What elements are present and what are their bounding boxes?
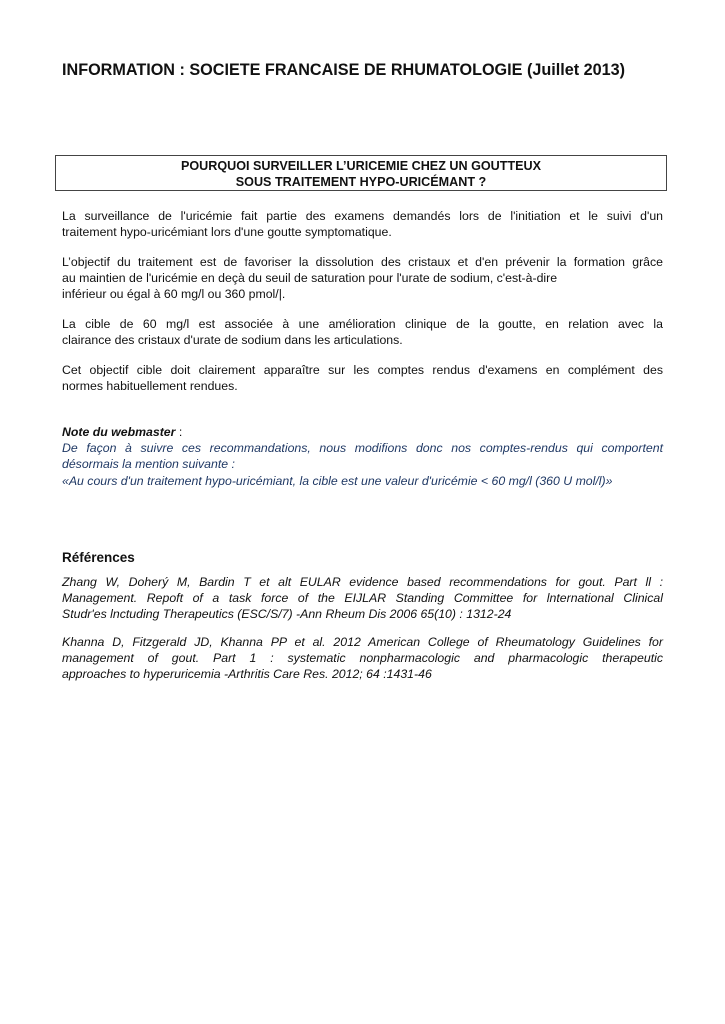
note-line: De façon à suivre ces recommandations, nous modifions donc nos comptes-rendus qui comportent — [62, 441, 663, 456]
paragraph-line: traitement hypo-uricémiant lors d'une goutte symptomatique. — [62, 225, 392, 240]
paragraph-line: L’objectif du traitement est de favoriser la dissolution des cristaux et d'en prévenir la formation grâce — [62, 255, 663, 269]
reference-line: Management. Repoft of a task force of the EIJLAR Standing Committee for lnternational Clinical — [62, 591, 663, 606]
note-heading-line — [62, 424, 663, 440]
question-box — [55, 155, 667, 191]
reference-line: approaches to hyperuricemia -Arthritis Care Res. 2012; 64 :1431-46 — [62, 667, 432, 682]
note-heading-suffix: : — [175, 425, 183, 439]
paragraph-surveillance — [62, 208, 663, 240]
webmaster-note — [62, 424, 663, 489]
reference-line: Khanna D, Fitzgerald JD, Khanna PP et al. 2012 American College of Rheumatology Guidelines for — [62, 635, 663, 649]
paragraph-objectif — [62, 254, 663, 303]
note-heading: Note du webmaster — [62, 425, 176, 439]
paragraph-line: normes habituellement rendues. — [62, 379, 238, 394]
note-line: «Au cours d'un traitement hypo-uricémiant, la cible est une valeur d'uricémie < 60 mg/l (360 U mol/l)» — [62, 473, 613, 488]
question-box-line-1: POURQUOI SURVEILLER L’URICEMIE CHEZ UN GOUTTEUX — [180, 159, 542, 173]
paragraph-line: La surveillance de l'uricémie fait partie des examens demandés lors de l'initiation et le suivi d'un — [62, 209, 663, 223]
paragraph-line: clairance des cristaux d'urate de sodium dans les articulations. — [62, 333, 403, 348]
references-heading: Références — [62, 550, 135, 565]
note-line: désormais la mention suivante : — [62, 457, 235, 472]
reference-line: Zhang W, Doherý M, Bardin T et alt EULAR evidence based recommendations for gout. Part ll : — [62, 575, 663, 589]
paragraph-line: inférieur ou égal à 60 mg/l ou 360 pmol/|. — [62, 287, 286, 302]
paragraph-cible — [62, 316, 663, 348]
reference-zhang — [62, 574, 663, 623]
paragraph-line: au maintien de l'uricémie en deçà du seuil de saturation pour l'urate de sodium, c'est-à-dire — [62, 271, 558, 286]
paragraph-line: La cible de 60 mg/l est associée à une amélioration clinique de la goutte, en relation avec la — [62, 317, 663, 331]
reference-line: Studr'es lnctuding Therapeutics (ESC/S/7) -Ann Rheum Dis 2006 65(10) : 1312-24 — [62, 607, 512, 622]
reference-line: management of gout. Part 1 : systematic nonpharmacologic and pharmacologic therapeutic — [62, 651, 663, 666]
paragraph-line: Cet objectif cible doit clairement apparaître sur les comptes rendus d'examens en complément des — [62, 363, 663, 377]
paragraph-objectif-cible — [62, 362, 663, 394]
question-box-line-2: SOUS TRAITEMENT HYPO-URICÉMANT ? — [235, 175, 487, 189]
reference-khanna — [62, 634, 663, 683]
page-title: INFORMATION : SOCIETE FRANCAISE DE RHUMATOLOGIE (Juillet 2013) — [62, 61, 626, 79]
